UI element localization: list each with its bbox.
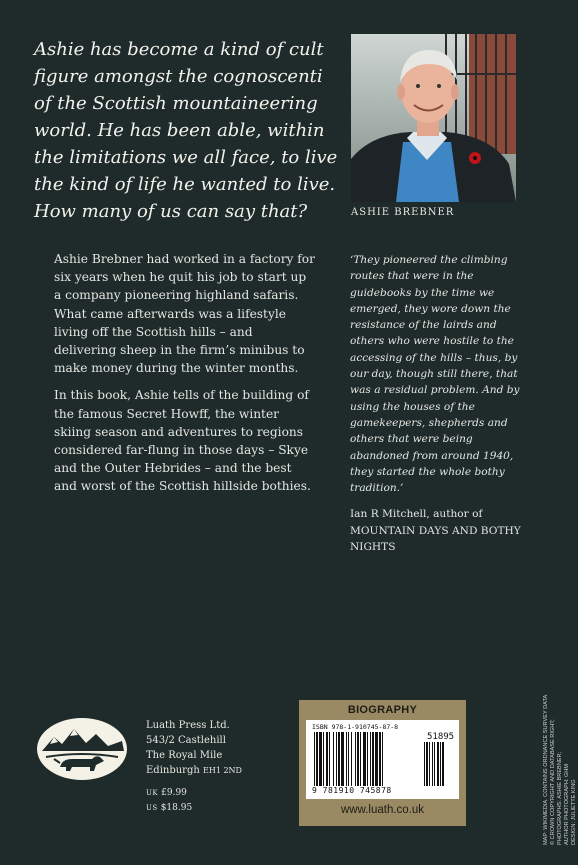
price-value: £9.99 [161, 788, 187, 798]
isbn-text: ISBN 978-1-910745-87-8 [312, 723, 399, 731]
credit-line: AUTHOR PHOTOGRAPH: GHM [564, 763, 570, 845]
publisher-address [146, 718, 242, 778]
price-code: 51895 [427, 732, 455, 742]
credit-line: DESIGN: JULIETTE KING [571, 779, 577, 845]
barcode-bar [372, 732, 374, 786]
photo-caption: ASHIE BREBNER [351, 207, 455, 218]
publisher-city: Edinburgh [146, 765, 200, 776]
barcode-addon-bar [437, 742, 439, 786]
barcode-addon-bar [424, 742, 425, 786]
barcode-bar [326, 732, 328, 786]
price-us [146, 801, 192, 816]
price-label: UK [146, 789, 159, 797]
barcode-bar [348, 732, 349, 786]
barcode-bar [375, 732, 378, 786]
barcode-addon-bar [434, 742, 435, 786]
barcode-bar [367, 732, 368, 786]
category-label: BIOGRAPHY [347, 704, 418, 716]
price-value: $18.95 [160, 803, 193, 813]
review-column [350, 252, 522, 555]
credit-line: © CROWN COPYRIGHT AND DATABASE RIGHT; [550, 719, 556, 845]
publisher-address-line: 543/2 Castlehill [146, 735, 226, 746]
author-portrait-image [351, 34, 516, 202]
barcode-bar [379, 732, 381, 786]
blurb-column [54, 250, 316, 505]
barcode-addon-bar [426, 742, 428, 786]
publisher-name: Luath Press Ltd. [146, 720, 230, 731]
price-list [146, 786, 192, 816]
barcode-addon-bar [442, 742, 444, 786]
barcode-digits: 9 781910 745878 [312, 786, 392, 795]
image-credits [543, 695, 578, 845]
credit-line: PHOTOGRAPHS: ASHIE BREBNER; [557, 751, 563, 845]
publisher-logo [36, 717, 128, 781]
barcode-bar [355, 732, 356, 786]
barcode-area [306, 720, 459, 799]
barcode-addon-bar [429, 742, 430, 786]
barcode-bar [357, 732, 359, 786]
publisher-city-line [146, 763, 242, 778]
barcode-bar [341, 732, 344, 786]
barcode-bar [333, 732, 334, 786]
luath-dog-mountain-logo-icon [36, 717, 128, 781]
barcode-bars [312, 732, 454, 786]
barcode-bar [336, 732, 337, 786]
blurb-paragraph: In this book, Ashie tells of the building of the famous Secret Howff, the winter skiing season and adventures to regions considered far-flung in those days – Skye and the Outer Hebrides – and the best and worst of the Scottish hillside bothies. [54, 388, 311, 494]
blurb-paragraph: Ashie Brebner had worked in a factory for six years when he quit his job to start up a company pioneering highland safaris. What came afterwards was a lifestyle living off the Scottish hills – and delivering sheep in the firm’s minibus to make money during the winter months. [54, 252, 315, 376]
review-quote: ‘They pioneered the climbing routes that were in the guidebooks by the time we emerged, they wore down the resistance of the lairds and others who were hostile to the accessing of the hills – thus, by our day, though still there, that was a residual problem. And by using the houses of the gamekeepers, shepherds and others that were being abandoned from around 1940, they started the whole bothy tradition.’ [350, 254, 520, 495]
publisher-website: www.luath.co.uk [340, 804, 425, 816]
barcode-addon-bar [440, 742, 441, 786]
barcode-panel [299, 700, 466, 826]
barcode-bar [323, 732, 324, 786]
author-photo [351, 34, 516, 202]
barcode-bar [346, 732, 347, 786]
price-label: US [146, 804, 158, 812]
barcode-bar [338, 732, 340, 786]
barcode-bar [319, 732, 322, 786]
credit-line: MAP: WIKIMEDIA. CONTAINS ORDNANCE SURVEY DATA [543, 694, 549, 845]
barcode-bar [360, 732, 361, 786]
barcode-bar [382, 732, 383, 786]
publisher-address-line: The Royal Mile [146, 750, 223, 761]
barcode-bar [329, 732, 330, 786]
barcode-bar [370, 732, 371, 786]
barcode-bar [314, 732, 315, 786]
barcode-bar [363, 732, 366, 786]
barcode-addon-bar [432, 742, 433, 786]
back-cover-quote: Ashie has become a kind of cult figure amongst the cognoscenti of the Scottish mountaineering world. He has been able, within the limitations we all face, to live the kind of life he wanted to live. How many of us can say that? [34, 39, 338, 222]
barcode-bar [351, 732, 352, 786]
price-uk [146, 786, 192, 801]
publisher-postcode: EH1 2ND [203, 766, 242, 775]
barcode-bar [316, 732, 318, 786]
review-attribution: Ian R Mitchell, author of MOUNTAIN DAYS AND BOTHY NIGHTS [350, 508, 521, 554]
